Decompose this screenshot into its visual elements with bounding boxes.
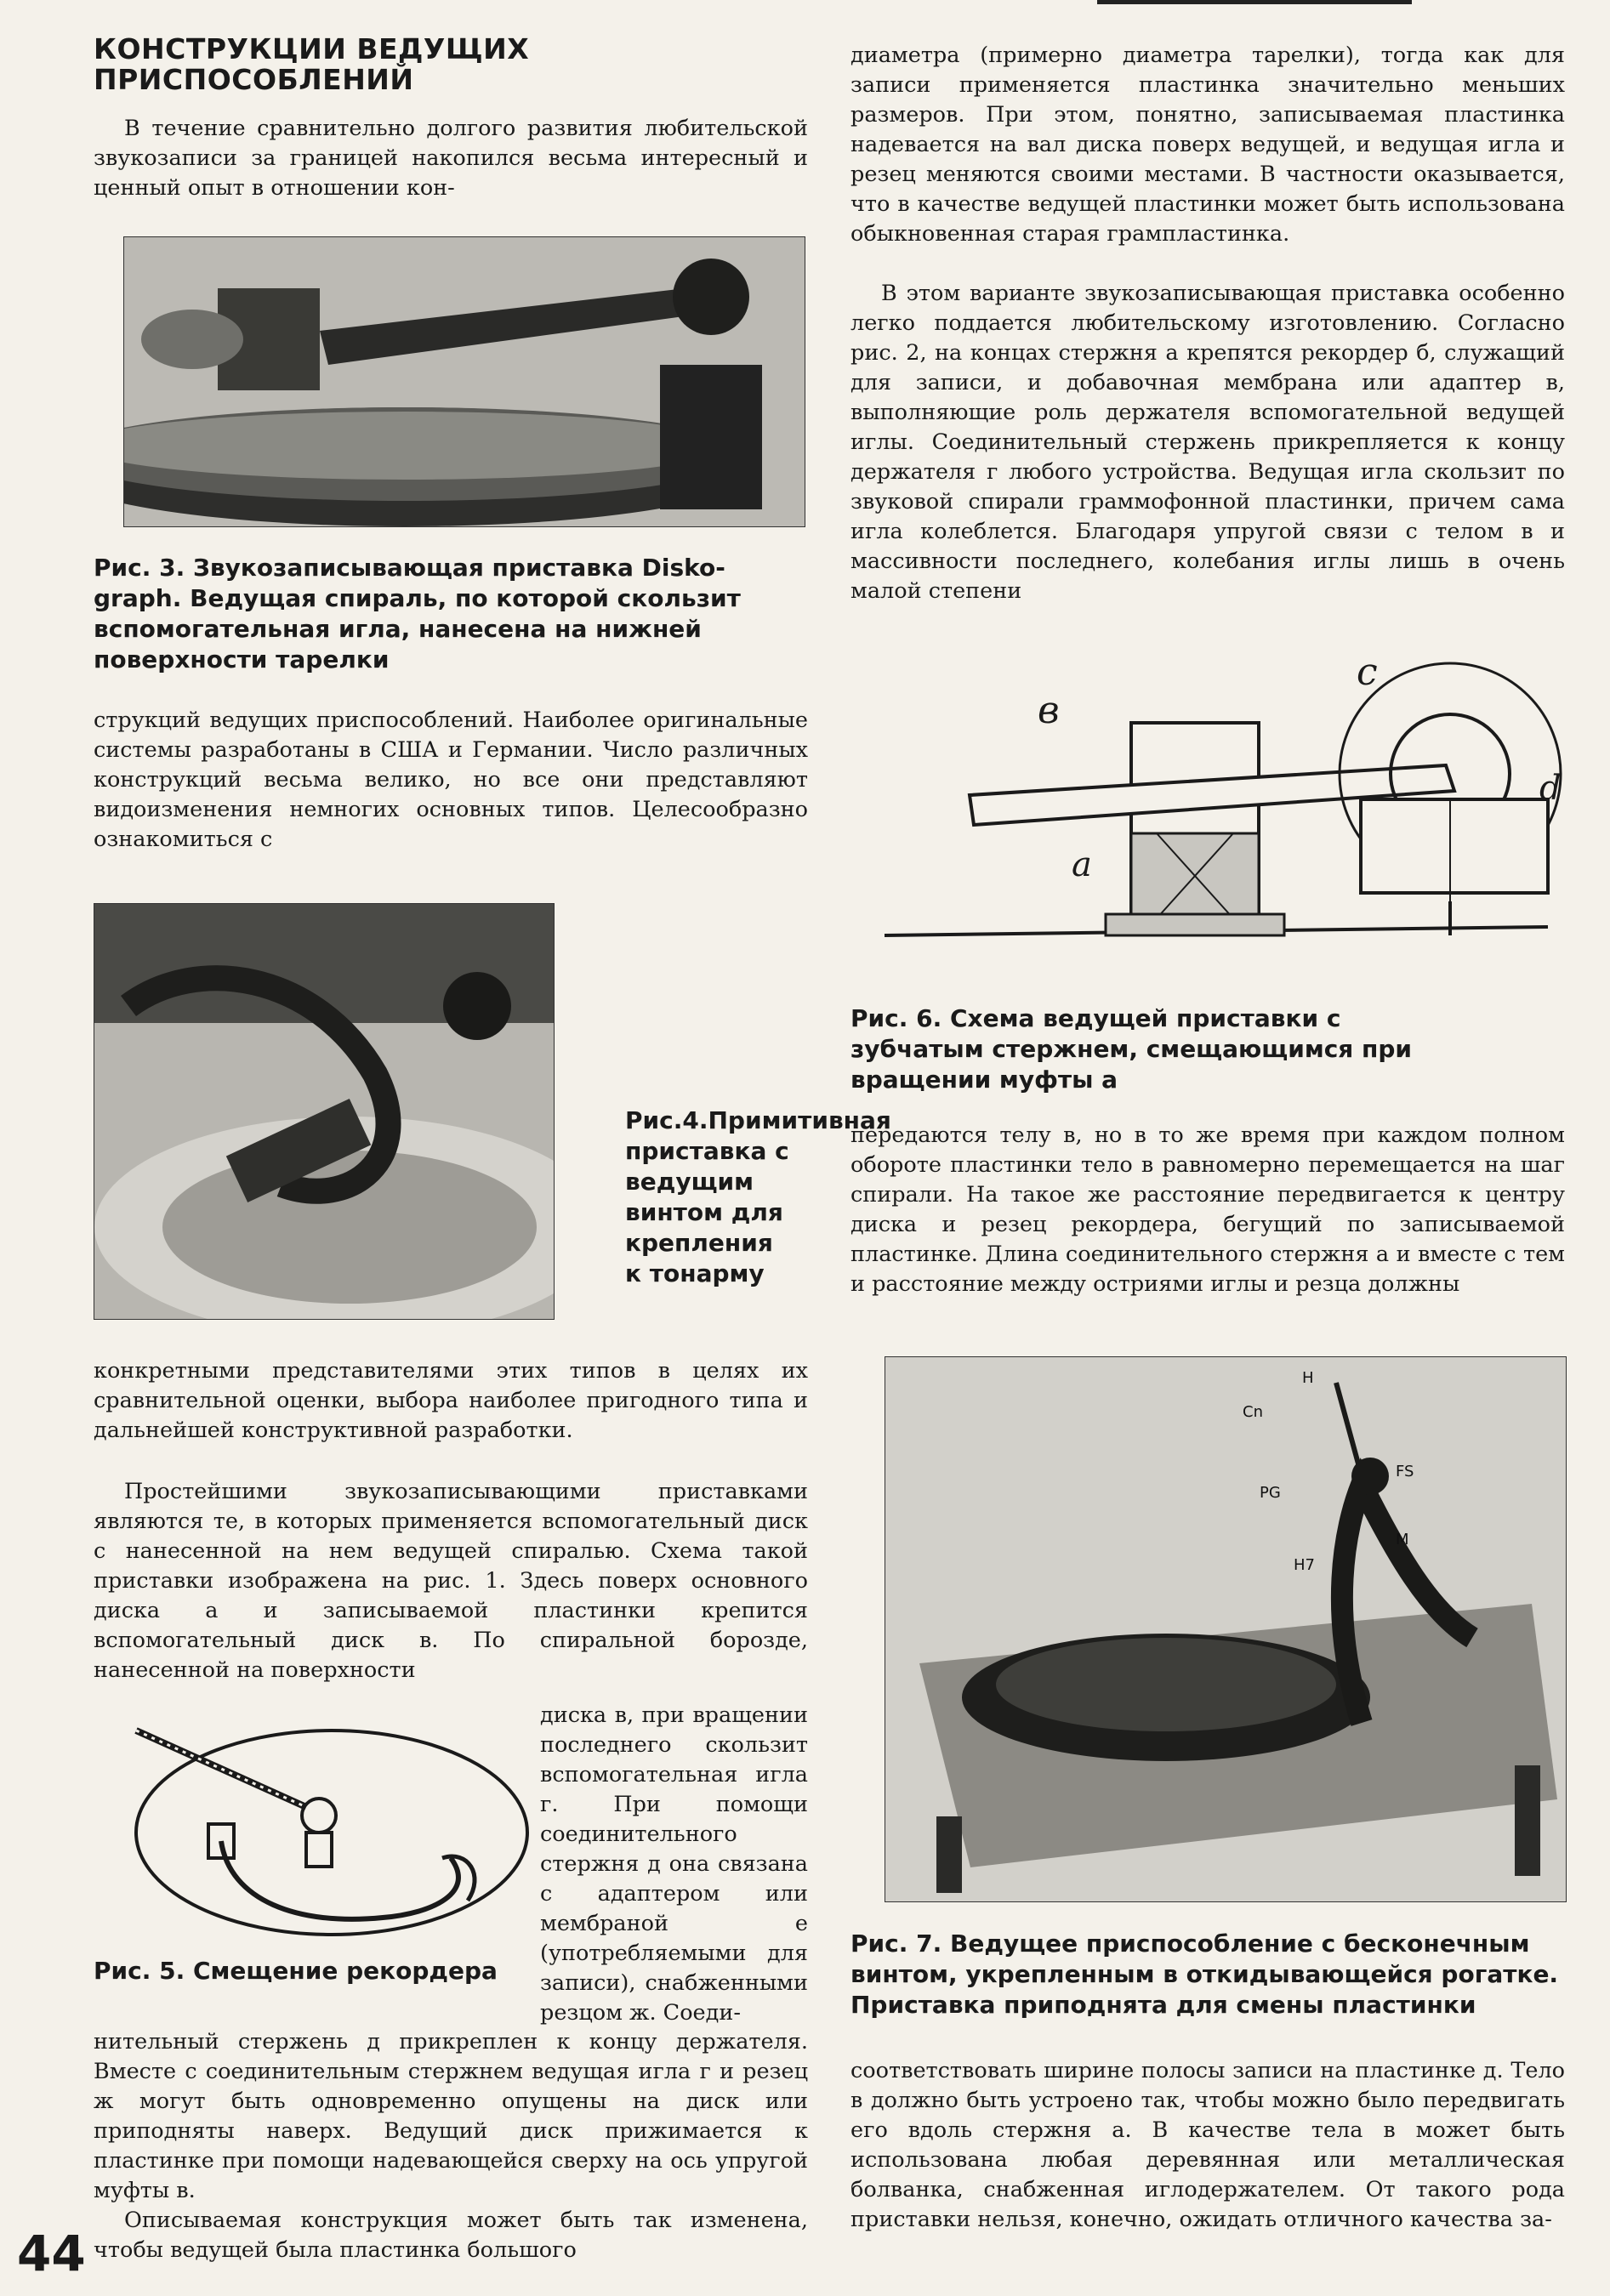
toothed-rod-schematic bbox=[868, 646, 1573, 961]
figure-5-drawing bbox=[128, 1688, 536, 1943]
fig7-label-h7: H7 bbox=[1294, 1556, 1315, 1574]
recorder-offset-drawing bbox=[128, 1688, 536, 1943]
left-paragraph-1: В течение сравнительно долгого развития любительской звукозаписи за границей накопился весьма интересный и ценный опыт в отношении кон- bbox=[94, 116, 808, 201]
right-paragraph-4: соответствовать ширине полосы записи на пластинке д. Тело в должно быть устроено так, чтобы можно было передвигать его вдоль стержня а. В качестве тела в может быть использована любая деревянная или металлическая болванка, снабженная иглодержателем. От такого рода приставки нельзя, конечно, ожидать отличного качества за- bbox=[851, 2058, 1565, 2232]
figure-3-photo bbox=[123, 236, 805, 527]
figure-4-caption: Рис.4.Примитивная приставка с ведущим винтом для крепления к тонарму bbox=[625, 1106, 891, 1287]
right-paragraph-3: передаются телу в, но в то же время при каждом полном обороте пластинки тело в равномерно перемещается на шаг спирали. На такое же расстояние передвигается к центру диска и резец рекордера, бегущий по записываемой пластинке. Длина соединительного стержня а и вместе с тем и расстояние между остриями иглы и резца должны bbox=[851, 1122, 1565, 1297]
figure-6-drawing bbox=[868, 646, 1573, 961]
right-paragraph-1: диаметра (примерно диаметра тарелки), тогда как для записи применяется пластинка значительно меньших размеров. При этом, понятно, записываемая пластинка надевается на вал диска поверх ведущей, и ведущая игла и резец меняются своими местами. В частности оказывается, что в качестве ведущей пластинки может быть использована обыкновенная старая грампластинка. bbox=[851, 43, 1565, 247]
article-heading: КОНСТРУКЦИИ ВЕДУЩИХ ПРИСПОСОБЛЕНИЙ bbox=[94, 32, 530, 96]
left-paragraph-6: нительный стержень д прикреплен к концу держателя. Вместе с соединительным стержнем ведущая игла г и резец ж могут быть одновременно опущены на диск или приподняты наверх. Ведущий диск прижимается к пластинке при помощи надевающейся сверху на ось упругой муфты в. bbox=[94, 2029, 808, 2203]
top-rule bbox=[1097, 0, 1412, 4]
left-paragraph-7: Описываемая конструкция может быть так изменена, чтобы ведущей была пластинка большого bbox=[94, 2208, 808, 2263]
endless-screw-photo-graphic bbox=[885, 1357, 1566, 1901]
left-paragraph-2: струкций ведущих приспособлений. Наиболее оригинальные системы разработаны в США и Германии. Число различных конструкций весьма велико, но все они представляют видоизменения немногих основных типов. Целесообразно ознакомиться с bbox=[94, 708, 808, 852]
fig7-label-pg: PG bbox=[1260, 1484, 1281, 1502]
fig6-label-d: d bbox=[1539, 769, 1562, 808]
fig7-label-m: M bbox=[1396, 1531, 1409, 1549]
fig6-label-a: а bbox=[1072, 845, 1092, 884]
left-paragraph-5: диска в, при вращении последнего скользит вспомогательная игла г. При помощи соединительного стержня д она связана с адаптером или мембраной е (употребляемыми для записи), снабженными резцом ж. Соеди- bbox=[540, 1702, 808, 2026]
figure-7-photo bbox=[885, 1356, 1567, 1902]
figure-5-caption: Рис. 5. Смещение рекордера bbox=[94, 1957, 498, 1985]
figure-6-caption: Рис. 6. Схема ведущей приставки с зубчатым стержнем, смещающимся при вращении муфты а bbox=[851, 1004, 1413, 1094]
fig7-label-cn: Cn bbox=[1243, 1403, 1263, 1421]
fig6-label-c: с bbox=[1357, 651, 1378, 694]
figure-7-caption: Рис. 7. Ведущее приспособление с бесконечным винтом, укрепленным в откидывающейся рогатке. Приставка приподнята для смены пластинки bbox=[851, 1929, 1559, 2019]
fig7-label-fs: FS bbox=[1396, 1463, 1414, 1480]
figure-3-caption: Рис. 3. Звукозаписывающая приставка Disko-graph. Ведущая спираль, по которой скользит вспомогательная игла, нанесена на нижней поверхности тарелки bbox=[94, 554, 741, 673]
figure-4-photo bbox=[94, 903, 555, 1320]
right-paragraph-2: В этом варианте звукозаписывающая приставка особенно легко поддается любительскому изготовлению. Согласно рис. 2, на концах стержня а крепятся рекордер б, служащий для записи, и добавочная мембрана или адаптер в, выполняющие роль держателя вспомогательной ведущей иглы. Соединительный стержень прикрепляется к концу держателя г любого устройства. Ведущая игла скользит по звуковой спирали граммофонной пластинки, причем сама игла колеблется. Благодаря упругой связи с телом в и массивности последнего, колебания иглы лишь в очень малой степени bbox=[851, 281, 1565, 604]
diskograph-photo-graphic bbox=[124, 237, 805, 526]
fig6-label-v: в bbox=[1038, 689, 1060, 732]
left-paragraph-4: Простейшими звукозаписывающими приставками являются те, в которых применяется вспомогательный диск с нанесенной на нем ведущей спиралью. Схема такой приставки изображена на рис. 1. Здесь поверх основного диска а и записываемой пластинки крепится вспомогательный диск в. По спиральной борозде, нанесенной на поверхности bbox=[94, 1479, 808, 1683]
fig7-label-h: H bbox=[1302, 1369, 1314, 1387]
primitive-attachment-photo-graphic bbox=[94, 904, 554, 1319]
page-number: 44 bbox=[17, 2225, 86, 2282]
left-paragraph-3: конкретными представителями этих типов в целях их сравнительной оценки, выбора наиболее пригодного типа и дальнейшей конструктивной разработки. bbox=[94, 1358, 808, 1443]
